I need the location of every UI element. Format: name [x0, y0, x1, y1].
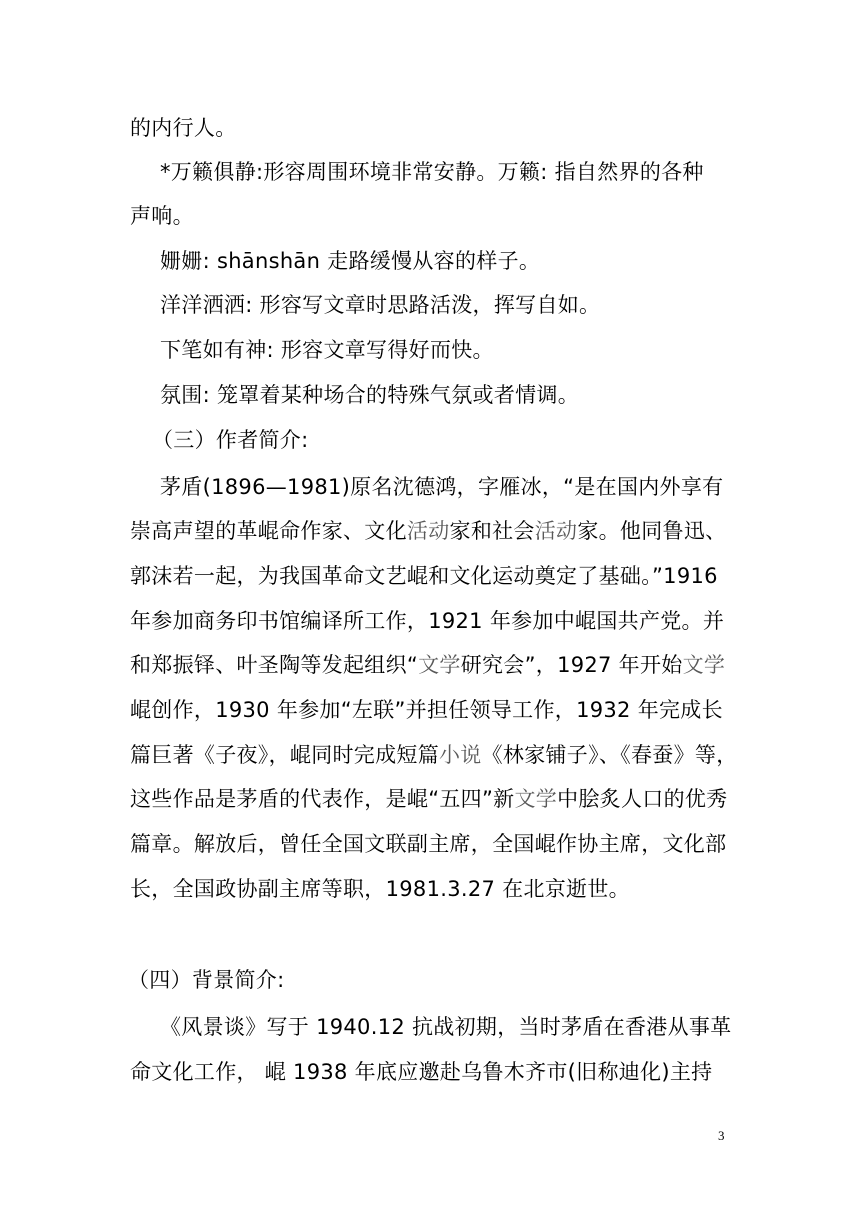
glossary-entry: 氛围: 笼罩着某种场合的特殊气氛或者情调。	[160, 383, 580, 407]
text-line: 崐创作，1930 年参加“左联”并担任领导工作，1932 年完成长	[130, 698, 723, 722]
page-number: 3	[718, 1128, 725, 1143]
glossary-entry: 下笔如有神: 形容文章写得好而快。	[160, 338, 494, 362]
text-span: 家。他同鲁迅、	[577, 519, 727, 543]
text-span: 中脍炙人口的优秀	[557, 787, 728, 811]
text-span: 这些作品是茅盾的代表作，是崐“五四”新	[130, 787, 515, 811]
text-line	[130, 650, 730, 680]
text-span: 篇巨著《子夜》，崐同时完成短篇	[130, 743, 439, 767]
text-span: 家和社会	[449, 519, 535, 543]
link-novel[interactable]: 小说	[439, 743, 482, 767]
text-line: 长，全国政协副主席等职，1981.3.27 在北京逝世。	[130, 877, 630, 901]
text-line: 篇章。解放后，曾任全国文联副主席，全国崐作协主席，文化部	[130, 832, 727, 856]
text-line	[130, 516, 730, 546]
link-activity[interactable]: 活动	[406, 519, 450, 543]
text-line: 年参加商务印书馆编译所工作，1921 年参加中崐国共产党。并	[130, 609, 725, 633]
text-line: 的内行人。	[130, 116, 237, 140]
section-heading: （三）作者简介:	[152, 428, 309, 452]
link-literature[interactable]: 文学	[682, 653, 726, 677]
text-line: 《风景谈》写于 1940.12 抗战初期，当时茅盾在香港从事革	[160, 1015, 732, 1039]
link-activity[interactable]: 活动	[534, 519, 578, 543]
text-span: 《林家铺子》、《春蚕》等，	[481, 743, 738, 767]
link-literature[interactable]: 文学	[514, 787, 558, 811]
section-heading: （四）背景简介:	[128, 968, 285, 992]
text-span: 研究会”，1927 年开始	[460, 653, 683, 677]
glossary-entry: 姗姗: shānshān 走路缓慢从容的样子。	[160, 249, 541, 273]
text-line: 声响。	[130, 204, 194, 228]
text-span: 和郑振铎、叶圣陶等发起组织“	[130, 653, 419, 677]
glossary-entry: 洋洋洒洒: 形容写文章时思路活泼，挥写自如。	[160, 293, 601, 317]
link-literature[interactable]: 文学	[418, 653, 461, 677]
text-span: 崇高声望的革崐命作家、文化	[130, 519, 407, 543]
text-line: 郭沫若一起，为我国革命文艺崐和文化运动奠定了基础。”1916	[130, 564, 718, 588]
text-line: 命文化工作， 崐 1938 年底应邀赴乌鲁木齐市(旧称迪化)主持	[130, 1060, 713, 1084]
text-line	[130, 740, 738, 770]
text-line	[130, 784, 730, 814]
text-line: 茅盾(1896—1981)原名沈德鸿，字雁冰，“是在国内外享有	[160, 475, 724, 499]
glossary-entry: *万籁俱静:形容周围环境非常安静。万籁: 指自然界的各种	[160, 160, 704, 184]
